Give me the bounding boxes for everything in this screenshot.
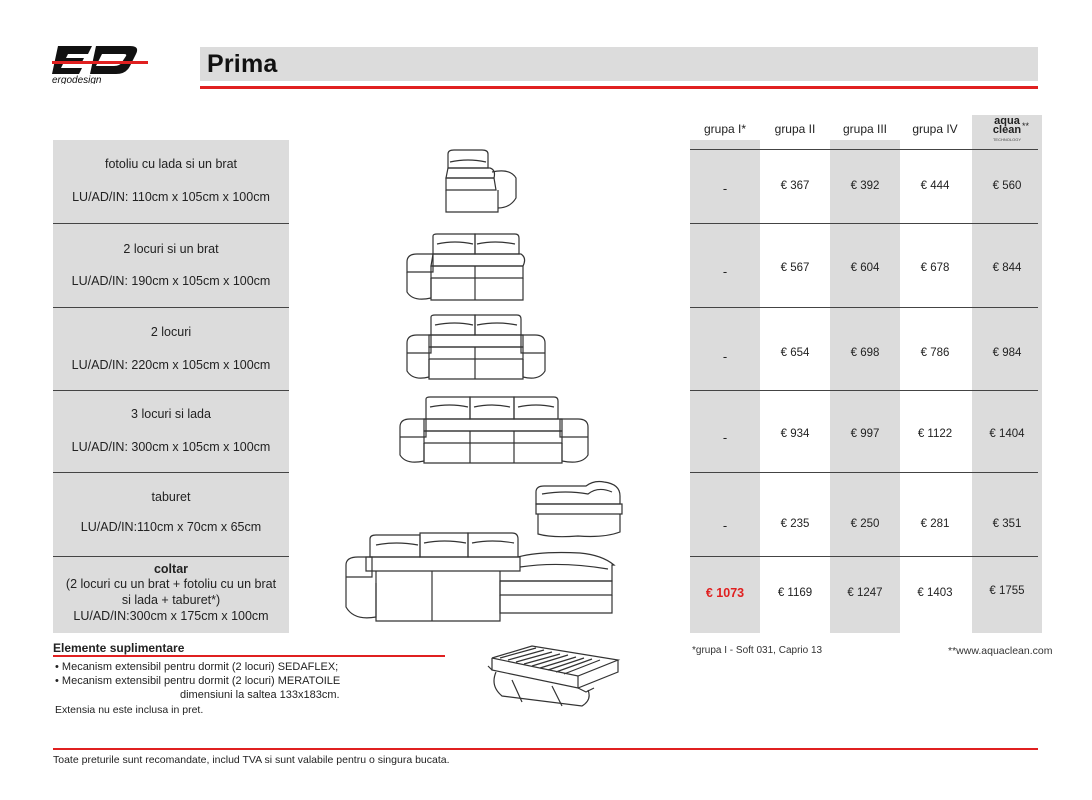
price-cell: € 1247: [847, 587, 883, 599]
row-line: [53, 223, 289, 224]
row-line: [53, 556, 289, 557]
product-dims: LU/AD/IN: 300cm x 105cm x 100cm: [71, 440, 271, 454]
page-title: Prima: [207, 50, 278, 78]
price-cell: € 281: [920, 518, 950, 530]
price-cell: -: [722, 430, 728, 445]
price-cell: € 444: [920, 180, 950, 192]
price-cell: € 786: [920, 347, 950, 359]
price-cell: € 392: [850, 180, 880, 192]
extras-rule: [53, 655, 445, 657]
extras-title: Elemente suplimentare: [53, 641, 185, 655]
armchair-drawing: [440, 148, 520, 216]
price-cell: € 1403: [917, 587, 953, 599]
price-cell: € 678: [920, 262, 950, 274]
extra-item: • Mecanism extensibil pentru dormit (2 locuri) SEDAFLEX;: [55, 661, 339, 673]
price-cell: € 1404: [989, 428, 1025, 440]
row-line: [690, 390, 1038, 391]
price-cell: € 1122: [917, 428, 953, 440]
price-cell: € 654: [780, 347, 810, 359]
logo-text: ergodesign: [52, 75, 102, 84]
sofa-bed-mechanism-drawing: [482, 640, 628, 712]
row-line: [690, 223, 1038, 224]
product-dims: LU/AD/IN: 190cm x 105cm x 100cm: [71, 274, 271, 288]
product-name: 2 locuri si un brat: [123, 242, 219, 256]
aquaclean-url: **www.aquaclean.com: [948, 645, 1053, 657]
price-cell: -: [722, 349, 728, 364]
row-line: [53, 472, 289, 473]
price-cell: € 567: [780, 262, 810, 274]
price-cell: € 934: [780, 428, 810, 440]
product-dims: LU/AD/IN: 110cm x 105cm x 100cm: [72, 190, 270, 204]
footer-rule: [53, 748, 1038, 750]
price-cell: € 844: [992, 262, 1022, 274]
header-grupa-2: grupa II: [774, 122, 816, 136]
row-line: [690, 307, 1038, 308]
extra-note: Extensia nu este inclusa in pret.: [55, 704, 204, 716]
product-dims: LU/AD/IN:110cm x 70cm x 65cm: [80, 520, 262, 534]
ergodesign-logo: [50, 40, 150, 84]
product-dims: LU/AD/IN:300cm x 175cm x 100cm: [73, 609, 269, 623]
row-line: [690, 472, 1038, 473]
price-cell: € 698: [850, 347, 880, 359]
header-grupa-1: grupa I*: [703, 122, 747, 136]
aquaclean-logo: aqua clean TECHNOLOGY: [992, 115, 1022, 142]
extra-item: • Mecanism extensibil pentru dormit (2 locuri) MERATOILE: [55, 675, 341, 687]
row-line: [690, 149, 1038, 150]
price-cell: € 351: [992, 518, 1022, 530]
price-cell: € 1169: [777, 587, 813, 599]
price-cell: € 250: [850, 518, 880, 530]
column-shade-grupa-1: [690, 140, 760, 633]
row-line: [53, 390, 289, 391]
disclaimer: Toate preturile sunt recomandate, includ TVA si sunt valabile pentru o singura bucata.: [53, 754, 450, 766]
group-note: *grupa I - Soft 031, Caprio 13: [692, 645, 823, 656]
price-cell: € 984: [992, 347, 1022, 359]
sofa-2-seat-drawing: [403, 313, 549, 383]
product-name: 3 locuri si lada: [131, 407, 211, 421]
product-desc: (2 locuri cu un brat + fotoliu cu un brat: [65, 577, 277, 591]
price-cell: € 997: [850, 428, 880, 440]
price-cell: € 367: [780, 180, 810, 192]
price-cell: -: [722, 181, 728, 196]
product-name: 2 locuri: [150, 325, 192, 339]
price-cell: € 1755: [989, 585, 1025, 597]
price-cell: € 604: [850, 262, 880, 274]
header-grupa-4: grupa IV: [912, 122, 958, 136]
product-name: taburet: [151, 490, 191, 504]
price-cell: -: [722, 518, 728, 533]
price-cell: € 235: [780, 518, 810, 530]
header-grupa-3: grupa III: [842, 122, 888, 136]
column-shade-aquaclean: [972, 140, 1042, 633]
sofa-2-seat-arm-drawing: [403, 232, 533, 304]
column-shade-grupa-3: [830, 140, 900, 633]
extra-item: dimensiuni la saltea 133x183cm.: [180, 689, 340, 701]
title-bar: [200, 47, 1038, 81]
product-desc: si lada + taburet*): [121, 593, 221, 607]
row-line: [53, 307, 289, 308]
title-rule: [200, 86, 1038, 89]
sofa-3-seat-drawing: [396, 395, 592, 467]
product-dims: LU/AD/IN: 220cm x 105cm x 100cm: [71, 358, 271, 372]
price-cell: € 560: [992, 180, 1022, 192]
price-cell: -: [722, 264, 728, 279]
product-name: fotoliu cu lada si un brat: [104, 157, 238, 171]
product-name-band: [53, 140, 289, 633]
price-cell-highlight: € 1073: [705, 586, 745, 600]
corner-sofa-drawing: [340, 525, 630, 630]
row-line: [690, 556, 1038, 557]
aquaclean-mark: **: [1022, 121, 1030, 131]
product-name: coltar: [153, 562, 189, 576]
